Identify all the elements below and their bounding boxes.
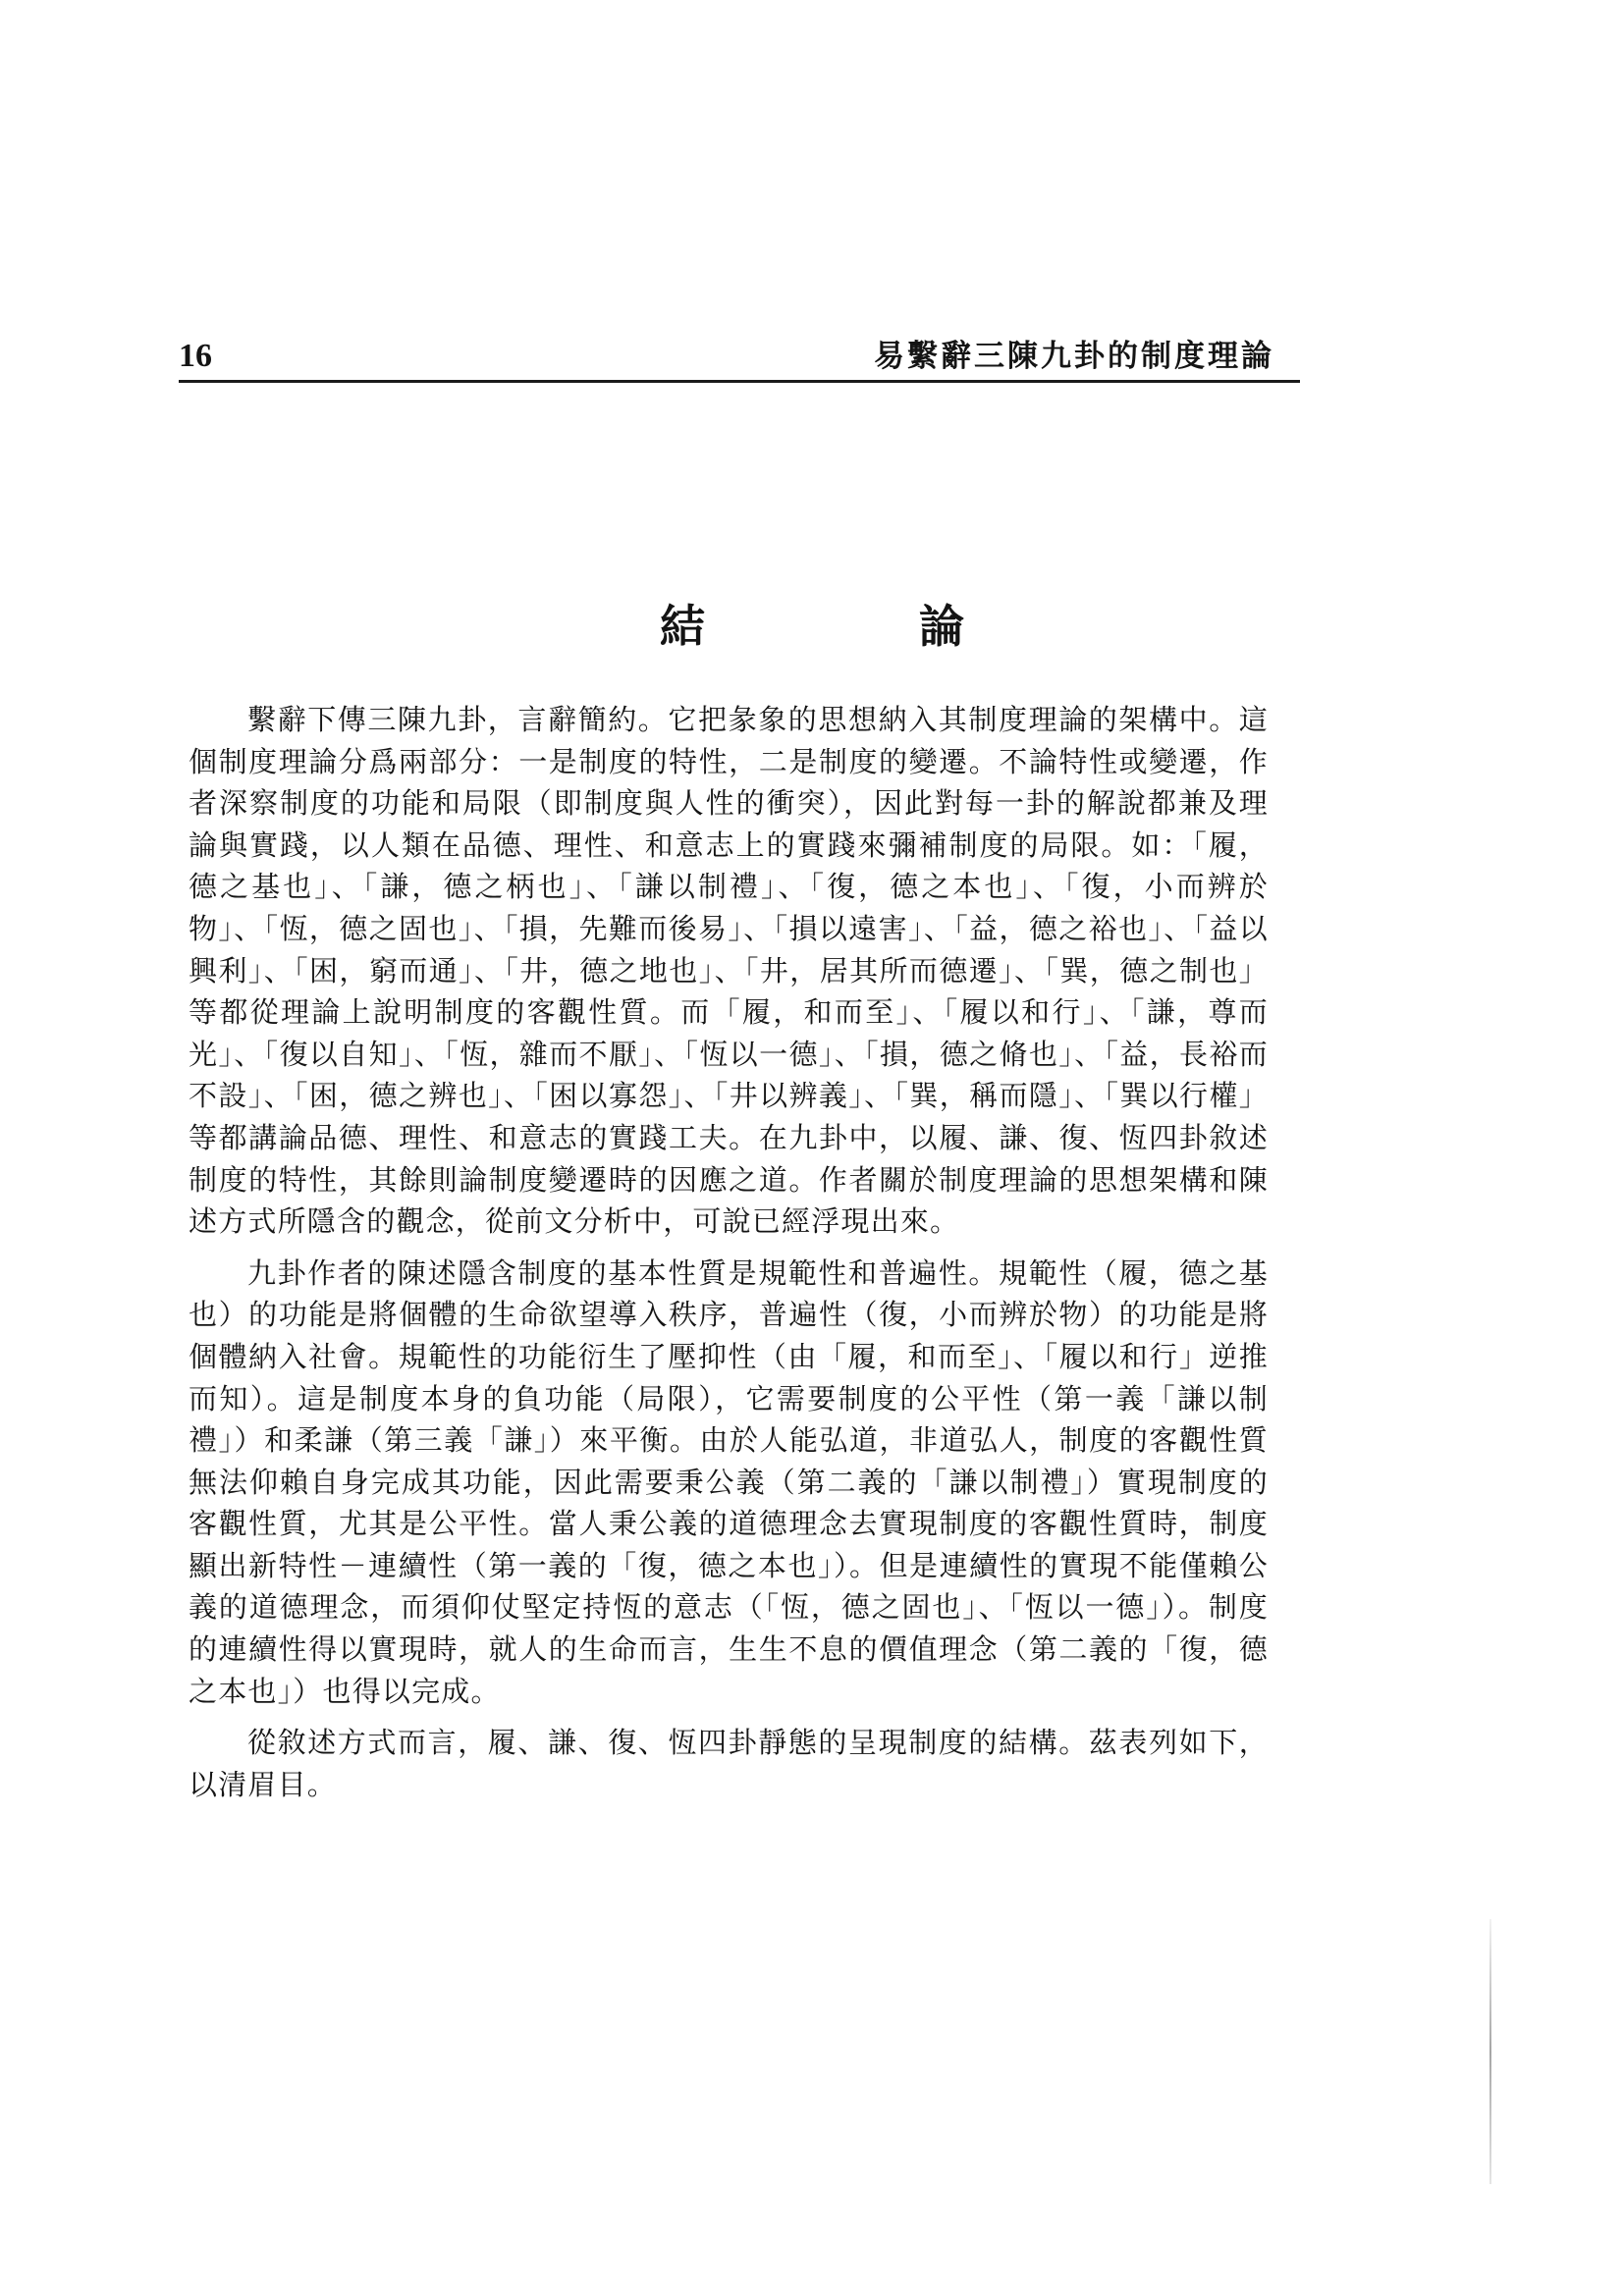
paragraph-2: 九卦作者的陳述隱含制度的基本性質是規範性和普遍性。規範性（履，德之基也）的功能是將個體的生命欲望導入秩序，普遍性（復，小而辨於物）的功能是將個體納入社會。規範性的功能衍生了壓抑性（由「履，和而至」、「履以和行」逆推而知）。這是制度本身的負功能（局限），它需要制度的公平性（第一義「謙以制禮」）和柔謙（第三義「謙」）來平衡。由於人能弘道，非道弘人，制度的客觀性質無法仰賴自身完成其功能，因此需要秉公義（第二義的「謙以制禮」）實現制度的客觀性質，尤其是公平性。當人秉公義的道德理念去實現制度的客觀性質時，制度顯出新特性－連續性（第一義的「復，德之本也」）。但是連續性的實現不能僅賴公義的道德理念，而須仰仗堅定持恆的意志（「恆，德之固也」、「恆以一德」）。制度的連續性得以實現時，就人的生命而言，生生不息的價值理念（第二義的「復，德之本也」）也得以完成。 (189, 1255, 1269, 1708)
page-number: 16 (179, 338, 212, 374)
scan-edge-mark (1489, 1919, 1491, 2184)
paragraph-3: 從敘述方式而言，履、謙、復、恆四卦靜態的呈現制度的結構。茲表列如下，以清眉目。 (189, 1726, 1269, 1801)
section-title: 結 論 (660, 600, 1049, 653)
paragraph-1: 繫辭下傳三陳九卦，言辭簡約。它把彖象的思想納入其制度理論的架構中。這個制度理論分爲兩部分：一是制度的特性，二是制度的變遷。不論特性或變遷，作者深察制度的功能和局限（即制度與人性的衝突），因此對每一卦的解說都兼及理論與實踐，以人類在品德、理性、和意志上的實踐來彌補制度的局限。如：「履，德之基也」、「謙，德之柄也」、「謙以制禮」、「復，德之本也」、「復，小而辨於物」、「恆，德之固也」、「損，先難而後易」、「損以遠害」、「益，德之裕也」、「益以興利」、「困，窮而通」、「井，德之地也」、「井，居其所而德遷」、「巽，德之制也」等都從理論上說明制度的客觀性質。而「履，和而至」、「履以和行」、「謙，尊而光」、「復以自知」、「恆，雜而不厭」、「恆以一德」、「損，德之脩也」、「益，長裕而不設」、「困，德之辨也」、「困以寡怨」、「井以辨義」、「巽，稱而隱」、「巽以行權」等都講論品德、理性、和意志的實踐工夫。在九卦中，以履、謙、復、恆四卦敘述制度的特性，其餘則論制度變遷時的因應之道。作者關於制度理論的思想架構和陳述方式所隱含的觀念，從前文分析中，可說已經浮現出來。 (189, 703, 1269, 1239)
body-text (189, 699, 1269, 1805)
running-head-title: 易繫辭三陳九卦的制度理論 (874, 339, 1274, 374)
header-rule (179, 380, 1300, 383)
